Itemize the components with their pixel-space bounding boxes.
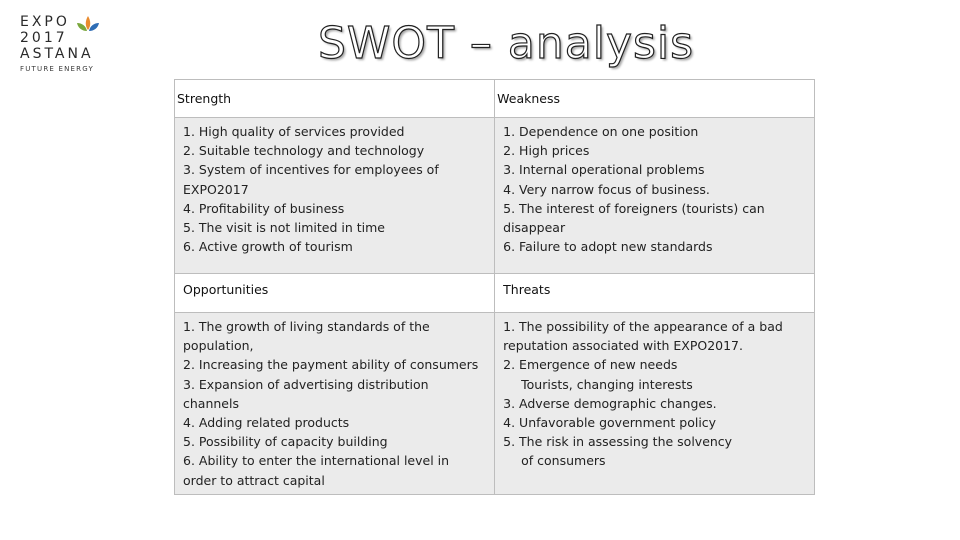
list-item: 2. Suitable technology and technology	[183, 143, 425, 159]
table-row	[175, 313, 815, 495]
opportunities-header: Opportunities	[183, 282, 269, 297]
strength-list	[175, 118, 494, 260]
weakness-cell	[495, 118, 815, 274]
list-item: 6. Active growth of tourism	[183, 239, 353, 255]
logo-tagline: FUTURE ENERGY	[20, 65, 94, 73]
list-item: of consumers	[521, 453, 606, 469]
logo-text-year: 2017	[20, 30, 68, 46]
list-item: 4. Adding related products	[183, 415, 350, 431]
page-title: SWOT – analysis	[318, 18, 695, 69]
weakness-header: Weakness	[497, 91, 560, 106]
expo-flame-icon	[76, 15, 100, 43]
threats-header-cell	[495, 274, 815, 313]
list-item: 2. High prices	[503, 143, 590, 159]
expo-2017-astana-logo	[20, 14, 110, 76]
list-item: 1. High quality of services provided	[183, 124, 405, 139]
list-item: 3. Internal operational problems	[503, 162, 705, 178]
logo-text-expo: EXPO	[20, 14, 70, 30]
list-item: 5. Possibility of capacity building	[183, 434, 388, 450]
list-item: 5. The risk in assessing the solvency	[503, 434, 733, 450]
list-item: 4. Profitability of business	[183, 200, 345, 216]
list-item: 1. Dependence on one position	[503, 124, 699, 139]
list-item: 5. The visit is not limited in time	[183, 220, 385, 236]
threats-cell	[495, 313, 815, 495]
list-item: 1. The possibility of the appearance of a bad	[503, 319, 783, 334]
list-item: 3. Adverse demographic changes.	[503, 395, 717, 411]
opportunities-list	[175, 313, 494, 494]
list-item: population,	[183, 338, 254, 354]
list-item: 6. Failure to adopt new standards	[503, 239, 713, 255]
strength-header-cell	[175, 80, 495, 118]
list-item: 3. Expansion of advertising distribution	[183, 376, 429, 392]
list-item: 2. Increasing the payment ability of consumers	[183, 357, 479, 373]
list-item: 4. Unfavorable government policy	[503, 415, 717, 431]
list-item: 5. The interest of foreigners (tourists) can	[503, 200, 765, 216]
list-item: EXPO2017	[183, 181, 249, 197]
list-item: 4. Very narrow focus of business.	[503, 181, 710, 197]
list-item: 1. The growth of living standards of the	[183, 319, 430, 334]
list-item: disappear	[503, 220, 566, 236]
threats-list	[495, 313, 814, 475]
list-item: 3. System of incentives for employees of	[183, 162, 439, 178]
table-subheader-row	[175, 274, 815, 313]
threats-header: Threats	[503, 282, 551, 297]
list-item: reputation associated with EXPO2017.	[503, 338, 743, 354]
table-row	[175, 118, 815, 274]
list-item: order to attract capital	[183, 472, 325, 488]
logo-text-city: ASTANA	[20, 46, 94, 62]
weakness-header-cell	[495, 80, 815, 118]
list-item: 2. Emergence of new needs	[503, 357, 678, 373]
opportunities-cell	[175, 313, 495, 495]
list-item: channels	[183, 395, 239, 411]
strength-header: Strength	[177, 91, 232, 106]
table-header-row	[175, 80, 815, 118]
strength-cell	[175, 118, 495, 274]
weakness-list	[495, 118, 814, 260]
swot-table	[174, 79, 815, 495]
opportunities-header-cell	[175, 274, 495, 313]
list-item: 6. Ability to enter the international level in	[183, 453, 450, 469]
list-item: Tourists, changing interests	[521, 376, 693, 392]
